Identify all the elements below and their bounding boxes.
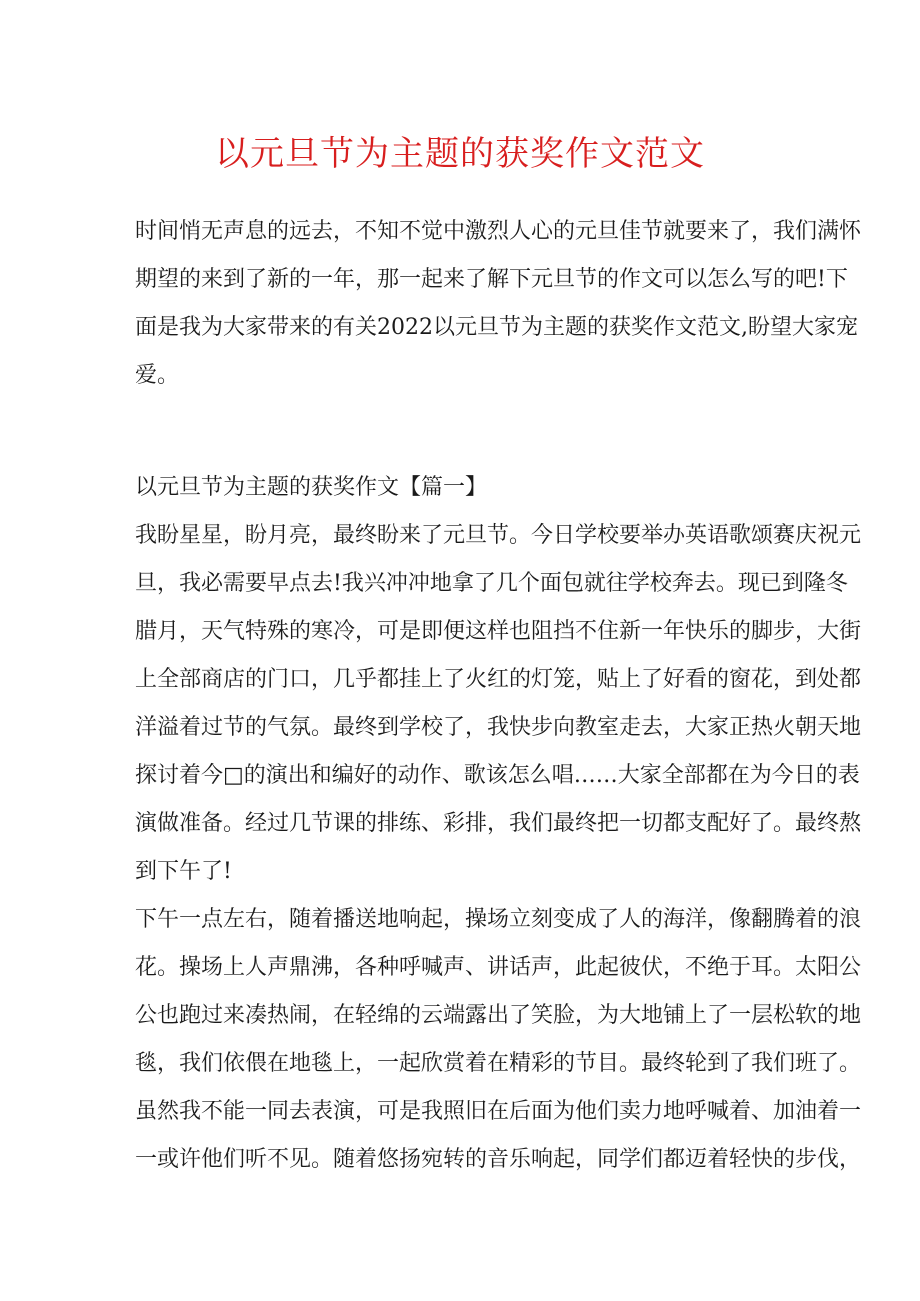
paragraph-line: 我盼星星，盼月亮，最终盼来了元旦节。今日学校要举办英语歌颂赛庆祝元 <box>135 523 862 548</box>
paragraph-line: 毯，我们依偎在地毯上，一起欣赏着在精彩的节目。最终轮到了我们班了。 <box>135 1051 862 1076</box>
paragraph-line: 公也跑过来凑热闹，在轻绵的云端露出了笑脸，为大地铺上了一层松软的地 <box>135 1003 862 1028</box>
document-title: 以元旦节为主题的获奖作文范文 <box>215 134 705 174</box>
intro-line: 期望的来到了新的一年，那一起来了解下元旦节的作文可以怎么写的吧!下 <box>135 267 848 292</box>
paragraph-line: 到下午了! <box>135 859 232 884</box>
paragraph-line: 演做准备。经过几节课的排练、彩排，我们最终把一切都支配好了。最终熬 <box>135 811 862 836</box>
section-heading: 以元旦节为主题的获奖作文【篇一】 <box>135 475 488 500</box>
paragraph-line: 洋溢着过节的气氛。最终到学校了，我快步向教室走去，大家正热火朝天地 <box>135 715 862 740</box>
paragraph-line: 下午一点左右，随着播送地响起，操场立刻变成了人的海洋，像翻腾着的浪 <box>135 907 862 932</box>
body-paragraph-1 <box>135 512 862 896</box>
paragraph-line: 虽然我不能一同去表演，可是我照旧在后面为他们卖力地呼喊着、加油着一 <box>135 1099 862 1124</box>
document-body <box>135 208 862 1184</box>
intro-paragraph <box>135 208 862 400</box>
intro-line: 爱。 <box>135 363 180 388</box>
intro-line: 面是我为大家带来的有关2022以元旦节为主题的获奖作文范文,盼望大家宠 <box>135 315 858 340</box>
paragraph-line: 花。操场上人声鼎沸，各种呼喊声、讲话声，此起彼伏，不绝于耳。太阳公 <box>135 955 862 980</box>
paragraph-line: 腊月，天气特殊的寒冷，可是即便这样也阻挡不住新一年快乐的脚步，大街 <box>135 619 862 644</box>
paragraph-line: 探讨着今□的演出和编好的动作、歌该怎么唱……大家全部都在为今日的表 <box>135 763 860 788</box>
paragraph-line: 一或许他们听不见。随着悠扬宛转的音乐响起，同学们都迈着轻快的步伐， <box>135 1147 862 1172</box>
paragraph-line: 旦，我必需要早点去!我兴冲冲地拿了几个面包就往学校奔去。现已到隆冬 <box>135 571 848 596</box>
body-paragraph-2 <box>135 896 862 1184</box>
section-spacer <box>135 400 795 464</box>
paragraph-line: 上全部商店的门口，几乎都挂上了火红的灯笼，贴上了好看的窗花，到处都 <box>135 667 862 692</box>
intro-line: 时间悄无声息的远去，不知不觉中激烈人心的元旦佳节就要来了，我们满怀 <box>135 219 862 244</box>
